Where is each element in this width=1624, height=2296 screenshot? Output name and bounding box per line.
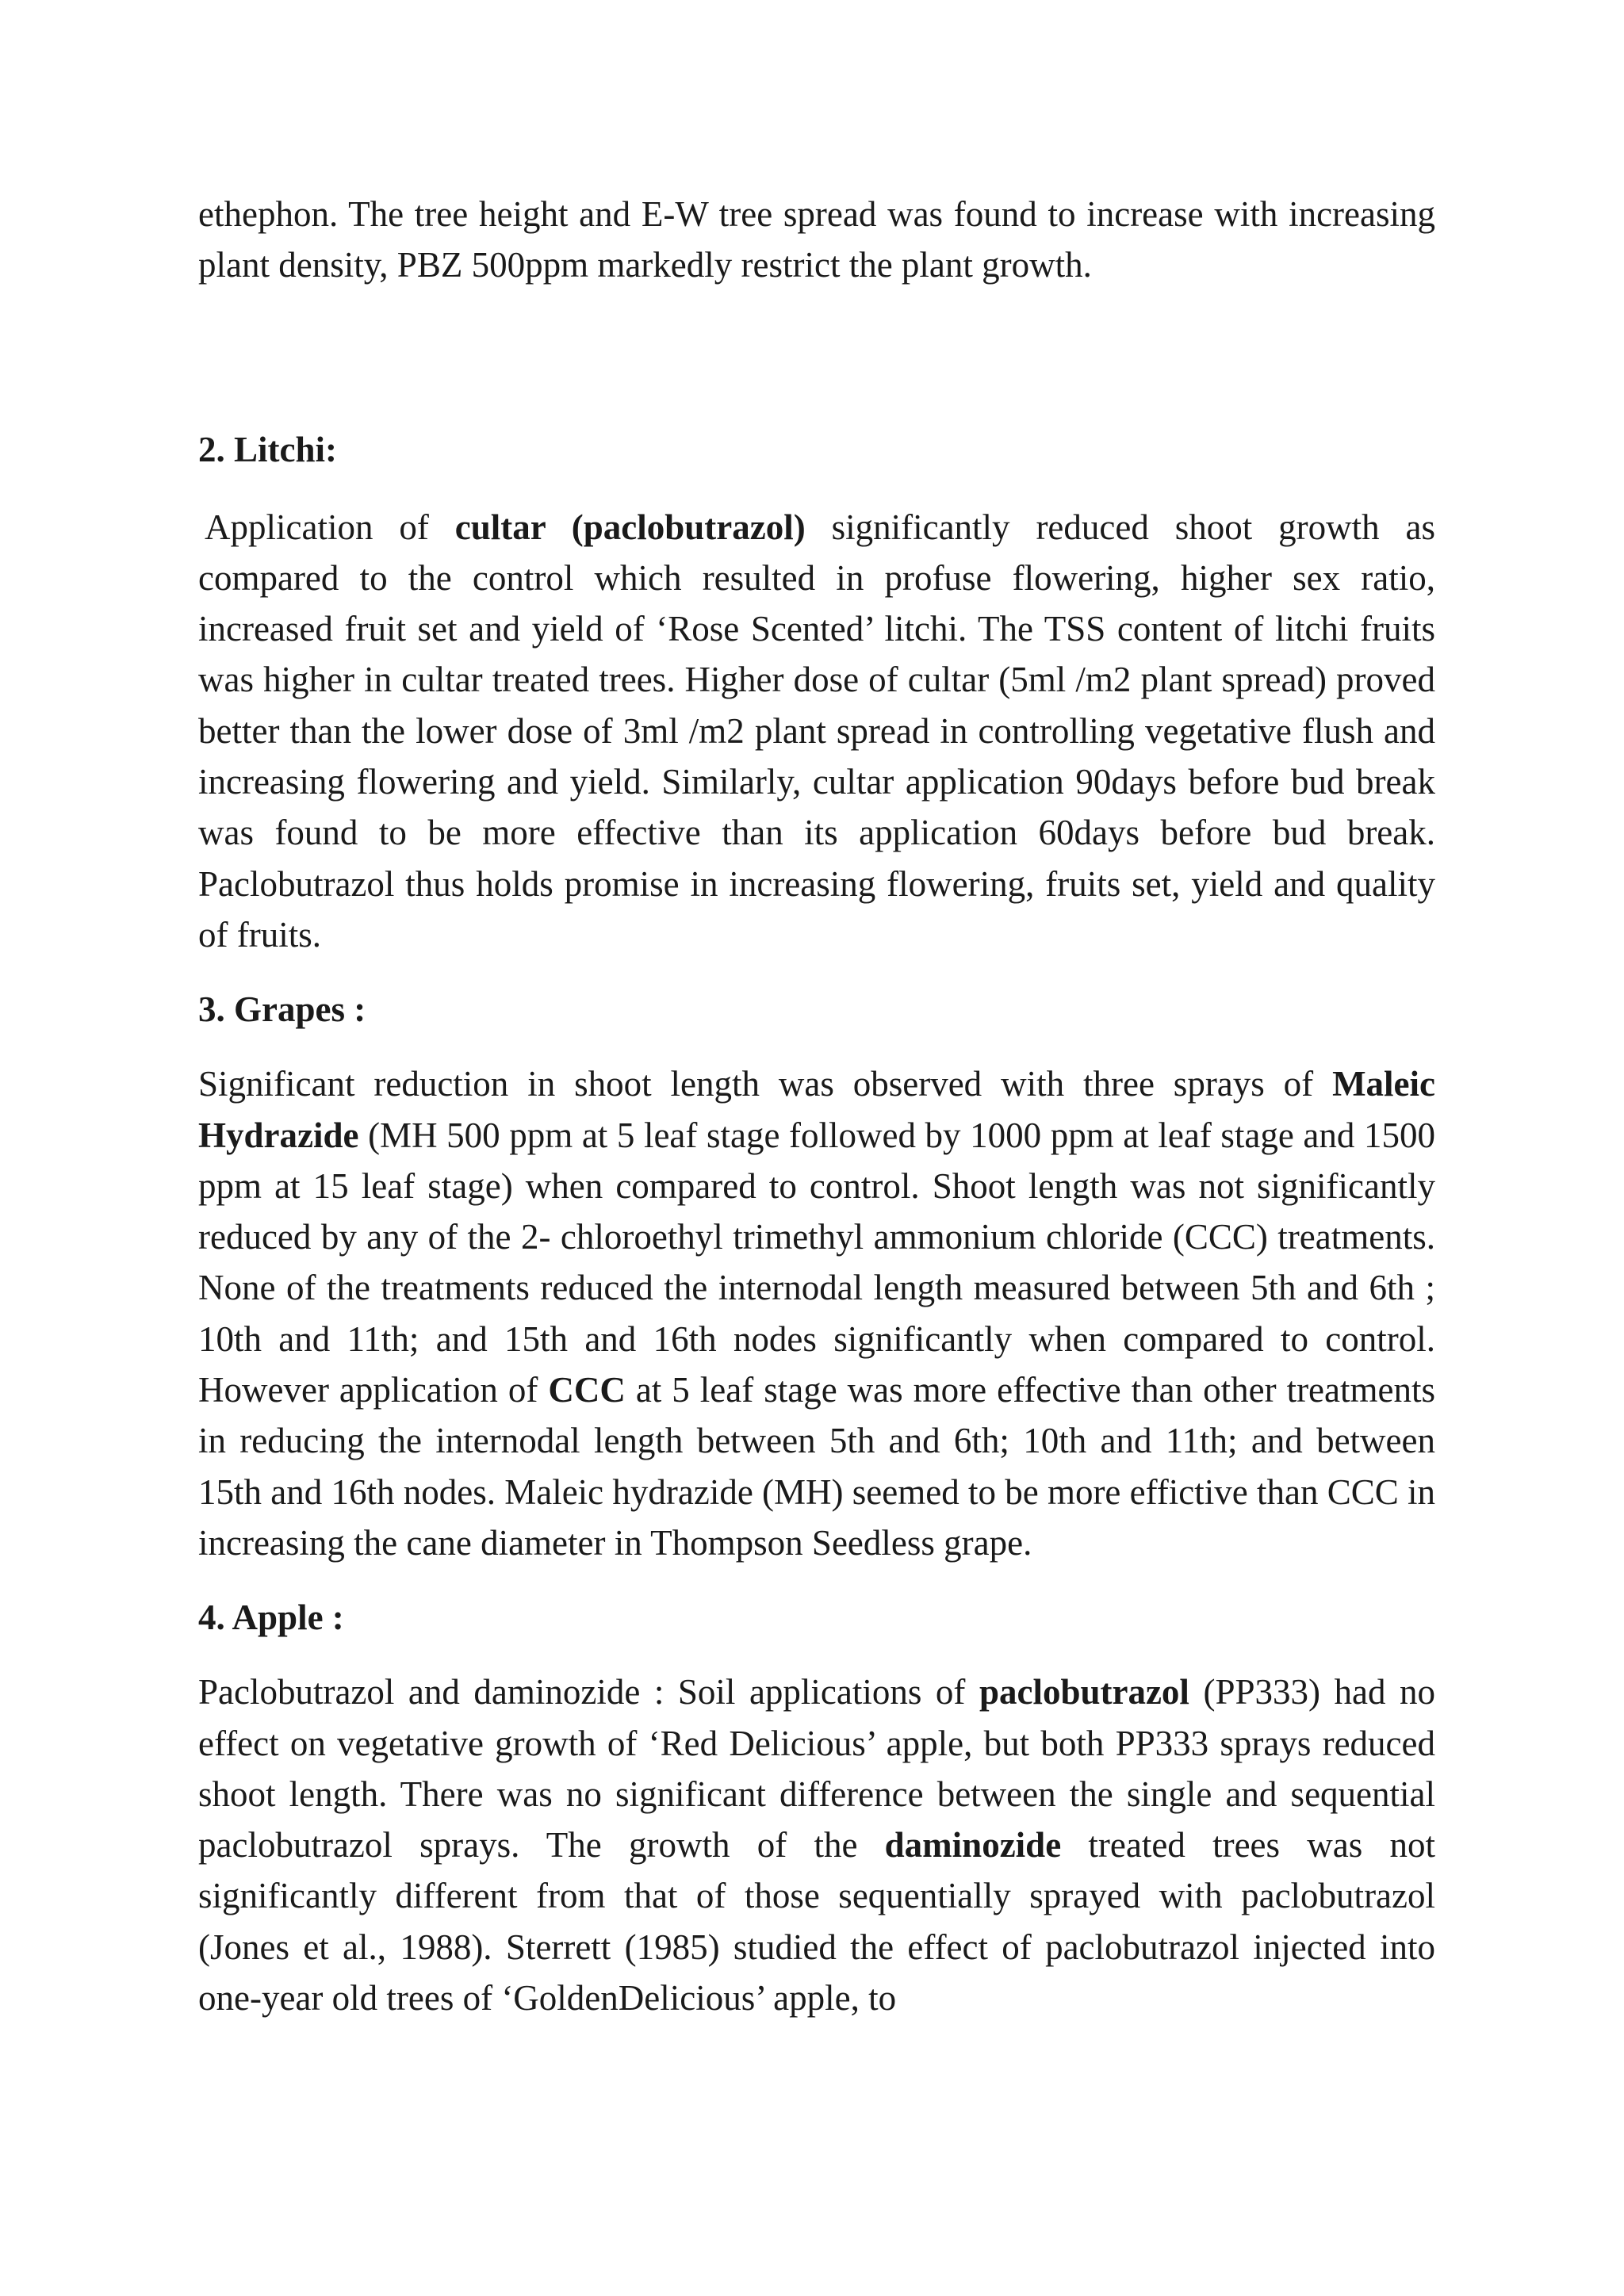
- intro-paragraph: ethephon. The tree height and E-W tree spread was found to increase with increasing plant density, PBZ 500ppm markedly restrict the plant growth.: [198, 194, 1435, 285]
- grapes-bold-term-1: Maleic Hydrazide: [198, 1064, 1435, 1155]
- document-page: [198, 189, 1435, 2023]
- apple-paragraph: [198, 1667, 1435, 2023]
- apple-text-c: treated trees was not significantly different from that of those sequentially sprayed with paclobutrazol (Jones et al., 1988). Sterrett (1985) studied the effect of paclobutrazol injected into one-year old trees of ‘GoldenDelicious’ apple, to: [198, 1825, 1435, 2019]
- litchi-text-lead: Application of: [205, 507, 455, 547]
- grapes-text-c: at 5 leaf stage was more effective than other treatments in reducing the internodal length between 5th and 6th; 10th and 11th; and between 15th and 16th nodes. Maleic hydrazide (MH) seemed to be more effictive than CCC in increasing the cane diameter in Thompson Seedless grape.: [198, 1370, 1436, 1563]
- apple-text-b: (PP333) had no effect on vegetative growth of ‘Red Delicious’ apple, but both PP333 sprays reduced shoot length. There was no significant difference between the single and sequential paclobutrazol sprays. The growth of the: [198, 1672, 1436, 1866]
- grapes-text-b: (MH 500 ppm at 5 leaf stage followed by 1000 ppm at leaf stage and 1500 ppm at 15 leaf stage) when compared to control. Shoot length was not significantly reduced by any of the 2- chloroethyl trimethyl ammonium chloride (CCC) treatments. None of the treatments reduced the internodal length measured between 5th and 6th ; 10th and 11th; and 15th and 16th nodes significantly when compared to control. However application of: [198, 1115, 1435, 1410]
- apple-bold-term-2: daminozide: [884, 1825, 1062, 1866]
- grapes-paragraph: [198, 1058, 1435, 1568]
- apple-bold-term-1: paclobutrazol: [979, 1672, 1189, 1712]
- litchi-paragraph: [198, 502, 1435, 961]
- section-heading-grapes: 3. Grapes :: [198, 989, 366, 1030]
- section-heading-apple: 4. Apple :: [198, 1598, 344, 1638]
- apple-text-a: Paclobutrazol and daminozide : Soil applications of: [198, 1672, 979, 1712]
- grapes-text-a: Significant reduction in shoot length was observed with three sprays of: [198, 1064, 1333, 1104]
- section-heading-litchi: 2. Litchi:: [198, 429, 337, 469]
- litchi-bold-term: cultar (paclobutrazol): [454, 507, 806, 547]
- grapes-bold-term-2: CCC: [548, 1370, 626, 1410]
- litchi-text-rest: significantly reduced shoot growth as compared to the control which resulted in profuse flowering, higher sex ratio, increased fruit set and yield of ‘Rose Scented’ litchi. The TSS content of litchi fruits was higher in cultar treated trees. Higher dose of cultar (5ml /m2 plant spread) proved better than the lower dose of 3ml /m2 plant spread in controlling vegetative flush and increasing flowering and yield. Similarly, cultar application 90days before bud break was found to be more effective than its application 60days before bud break. Paclobutrazol thus holds promise in increasing flowering, fruits set, yield and quality of fruits.: [198, 507, 1435, 955]
